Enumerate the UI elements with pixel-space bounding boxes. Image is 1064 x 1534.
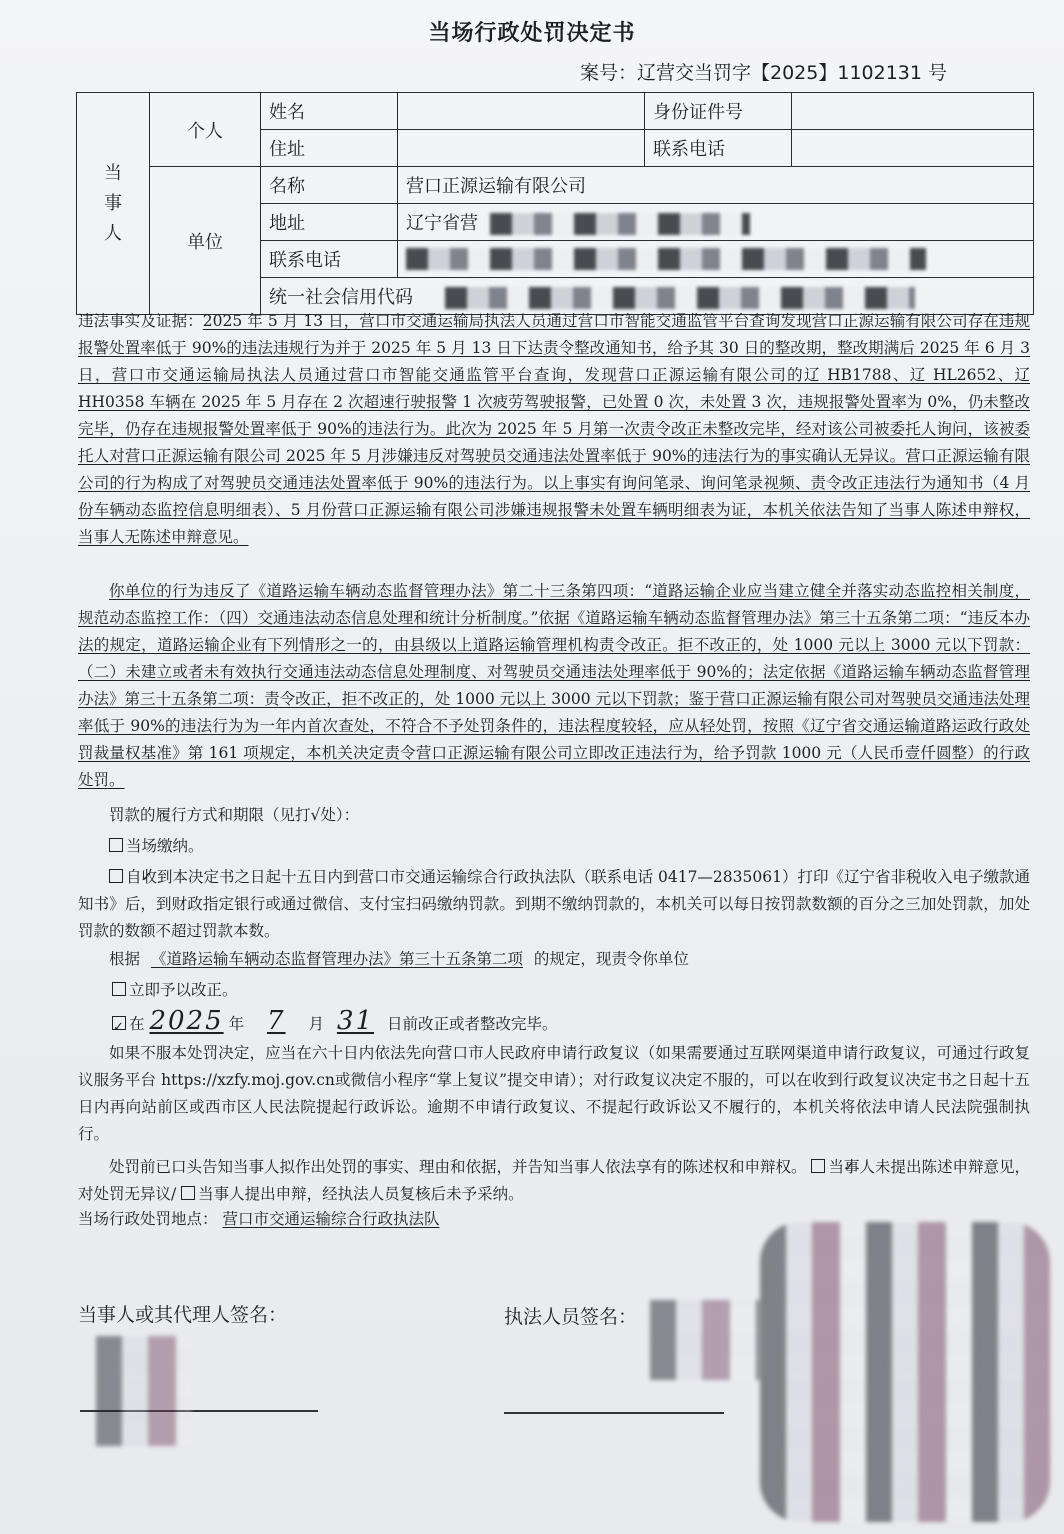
unit-address-value: 辽宁省营 <box>406 213 478 234</box>
individual-name-label: 姓名 <box>261 93 398 130</box>
location-label: 当场行政处罚地点： <box>78 1210 218 1228</box>
individual-phone-label: 联系电话 <box>645 130 792 167</box>
unit-name-field[interactable]: 营口正源运输有限公司 <box>398 167 1034 204</box>
notice-option2-label: 当事人提出申辩，经执法人员复核后未予采纳。 <box>198 1185 524 1203</box>
unit-credit-label: 统一社会信用代码 <box>269 287 413 308</box>
redacted-address <box>490 213 750 235</box>
appeal-section <box>78 1040 1030 1148</box>
payment-heading: 罚款的履行方式和期限（见打√处）： <box>109 806 360 824</box>
order-prefix: 根据 <box>109 950 141 968</box>
order-year-handwritten: 2025 <box>149 1006 224 1036</box>
officer-signature-redacted <box>650 1300 760 1380</box>
document-title: 当场行政处罚决定书 <box>428 21 636 46</box>
order-year-unit: 年 <box>228 1015 245 1033</box>
order-law: 《道路运输车辆动态监督管理办法》第三十五条第二项 <box>150 950 523 968</box>
notice-text: 处罚前已口头告知当事人拟作出处罚的事实、理由和依据，并告知当事人依法享有的陈述权和申辩权。 <box>109 1158 807 1176</box>
payment-section <box>78 802 1030 945</box>
order-immediate-label: 立即予以改正。 <box>129 981 238 999</box>
redacted-credit-code <box>445 287 915 309</box>
unit-phone-field[interactable] <box>398 241 1034 278</box>
order-immediate-checkbox[interactable] <box>112 982 126 996</box>
payment-option2-label: 自收到本决定书之日起十五日内到营口市交通运输综合行政执法队（联系电话 0417—2835061）打印《辽宁省非税收入电子缴款通知书》后，到财政指定银行或通过微信、支付宝扫码缴纳罚款。到期不缴纳罚款的，本机关可以每日按罚款数额的百分之三加处罚款，加处罚款的数额不超过罚款本数。 <box>78 868 1030 940</box>
individual-address-field[interactable] <box>398 130 645 167</box>
individual-phone-field[interactable] <box>792 130 1034 167</box>
party-info-table <box>76 92 1034 315</box>
unit-category: 单位 <box>150 167 261 315</box>
notice-section <box>78 1154 1030 1208</box>
facts-label: 违法事实及证据： <box>78 312 203 330</box>
payment-option2-checkbox[interactable] <box>109 869 123 883</box>
individual-id-label: 身份证件号 <box>645 93 792 130</box>
order-month-handwritten: 7 <box>267 1006 286 1036</box>
individual-name-field[interactable] <box>398 93 645 130</box>
facts-section <box>78 308 1030 551</box>
appeal-text: 如果不服本处罚决定，应当在六十日内依法先向营口市人民政府申请行政复议（如果需要通过互联网渠道申请行政复议，可通过行政复议服务平台 https://xzfy.moj.gov.cn或微信小程序“掌上复议”提交申请）；对行政复议决定不服的，可以在收到行政复议决定书之日起十五日内再向站前区或西市区人民法院提起行政诉讼。逾期不申请行政复议、不提起行政诉讼又不履行的，本机关将依法申请人民法院强制执行。 <box>78 1044 1030 1143</box>
individual-id-field[interactable] <box>792 93 1034 130</box>
individual-category: 个人 <box>150 93 261 167</box>
order-deadline-checkbox[interactable] <box>112 1016 126 1030</box>
basis-section <box>78 578 1030 794</box>
facts-text: 2025 年 5 月 13 日，营口市交通运输局执法人员通过营口市智能交通监管平台查询发现营口正源运输有限公司存在违规报警处置率低于 90%的违法违规行为并于 2025 年 5 月 13 日下达责令整改通知书，给予其 30 日的整改期，整改期满后 2025 年 6 月 3 日，营口市交通运输局执法人员通过营口市智能交通监管平台查询，发现营口正源运输有限公司的辽 HB1788、辽 HL2652、辽 HH0358 车辆在 2025 年 5 月存在 2 次超速行驶报警 1 次疲劳驾驶报警，已处置 0 次，未处置 3 次，违规报警处置率为 0%，仍未整改完毕，仍存在违规报警处置率低于 90%的违法行为。此次为 2025 年 5 月第一次责令改正未整改完毕，经对该公司被委托人询问，该被委托人对营口正源运输有限公司 2025 年 5 月涉嫌违反对驾驶员交通违法处置率低于 90%的违法行为的事实确认无异议。营口正源运输有限公司的行为构成了对驾驶员交通违法处置率低于 90%的违法行为。以上事实有询问笔录、询问笔录视频、责令改正违法行为通知书（4 月份车辆动态监控信息明细表）、5 月份营口正源运输有限公司涉嫌违规报警未处置车辆明细表为证，本机关依法告知了当事人陈述申辩权，当事人无陈述申辩意见。 <box>78 312 1030 546</box>
officer-signature-line <box>504 1412 724 1414</box>
notice-option2-checkbox[interactable] <box>181 1186 195 1200</box>
notice-option1-checkbox[interactable] <box>811 1159 825 1173</box>
case-number: 案号：辽营交当罚字【2025】1102131 号 <box>580 62 948 84</box>
basis-text: 你单位的行为违反了《道路运输车辆动态监督管理办法》第二十三条第四项：“道路运输企业应当建立健全并落实动态监控相关制度，规范动态监控工作：（四）交通违法动态信息处理和统计分析制度。”依据《道路运输车辆动态监督管理办法》第三十五条第二项：“违反本办法的规定，道路运输企业有下列情形之一的，由县级以上道路运输管理机构责令改正。拒不改正的，处 1000 元以上 3000 元以下罚款：（二）未建立或者未有效执行交通违法动态信息处理制度、对驾驶员交通违法处理率低于 90%的；法定依据《道路运输车辆动态监督管理办法》第三十五条第二项：责令改正，拒不改正的，处 1000 元以上 3000 元以下罚款；鉴于营口正源运输有限公司对驾驶员交通违法处理率低于 90%的违法行为为一年内首次查处，不符合不予处罚条件的，违法程度较轻，应从轻处罚，按照《辽宁省交通运输道路运政行政处罚裁量权基准》第 161 项规定，本机关决定责令营口正源运输有限公司立即改正违法行为，给予罚款 1000 元（人民币壹仟圆整）的行政处罚。 <box>78 582 1030 789</box>
official-seal-redacted <box>760 1222 1050 1522</box>
unit-address-field[interactable] <box>398 204 1034 241</box>
unit-name-label: 名称 <box>261 167 398 204</box>
unit-address-label: 地址 <box>261 204 398 241</box>
payment-option1-checkbox[interactable] <box>109 838 123 852</box>
notice-option1-label: 当事人未提出陈述申辩意见，对处罚无异议/ <box>78 1158 1030 1203</box>
party-signature-redacted <box>96 1336 192 1446</box>
order-day-suffix: 日前改正或者整改完毕。 <box>386 1015 558 1033</box>
order-suffix: 的规定，现责令你单位 <box>533 950 689 968</box>
order-section <box>78 946 1030 1041</box>
order-month-unit: 月 <box>308 1015 325 1033</box>
officer-signature-label: 执法人员签名： <box>504 1306 638 1328</box>
party-signature-label: 当事人或其代理人签名： <box>78 1304 288 1326</box>
order-deadline-prefix: 在 <box>129 1015 145 1033</box>
party-label: 当 事 人 <box>77 93 150 315</box>
individual-address-label: 住址 <box>261 130 398 167</box>
order-day-handwritten: 31 <box>336 1006 375 1036</box>
unit-phone-label: 联系电话 <box>261 241 398 278</box>
payment-option1-label: 当场缴纳。 <box>126 837 204 855</box>
location-value: 营口市交通运输综合行政执法队 <box>222 1210 440 1228</box>
redacted-phone <box>406 248 926 270</box>
